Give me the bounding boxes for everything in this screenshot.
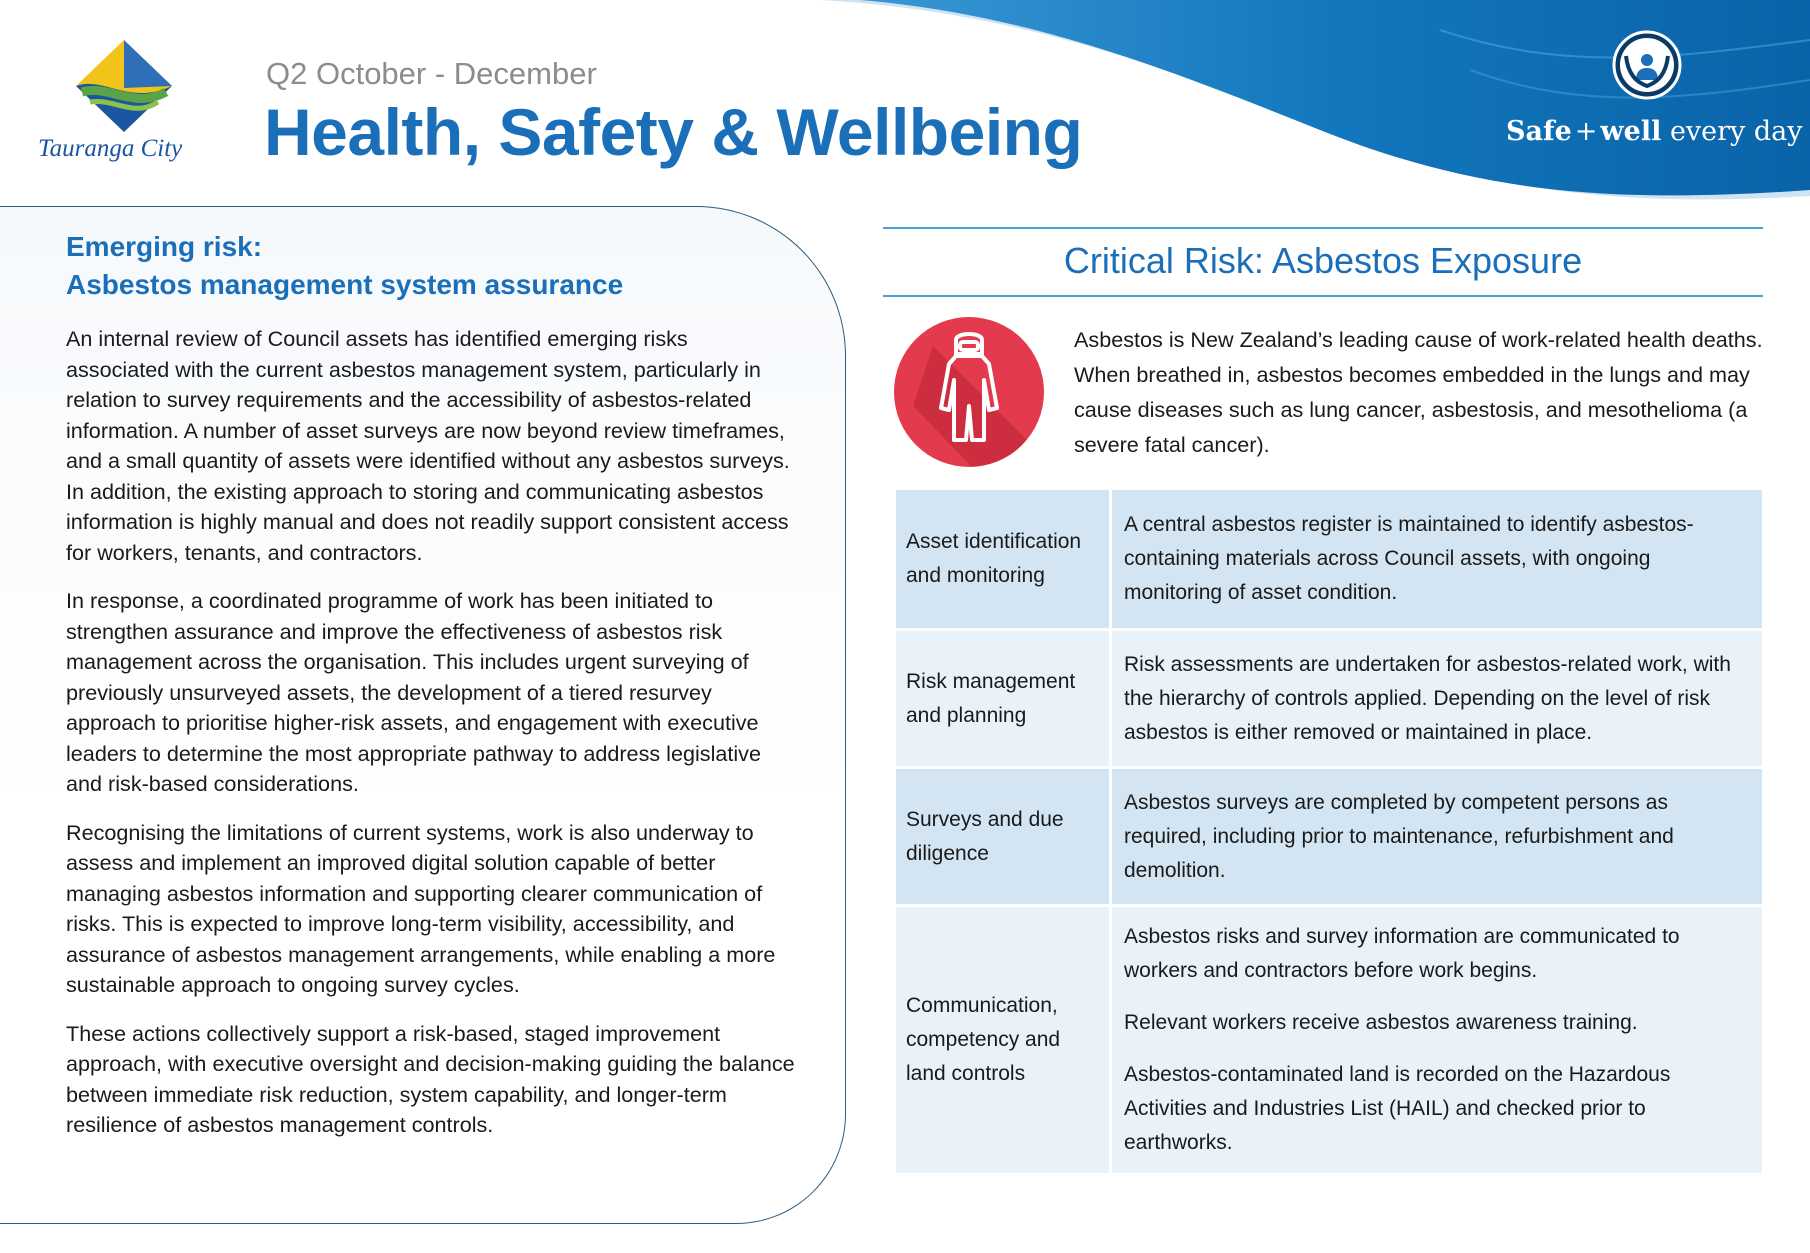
control-description — [1112, 490, 1762, 628]
tagline-plus: + — [1574, 116, 1598, 147]
control-description-text: Risk assessments are undertaken for asbestos-related work, with the hierarchy of controls applied. Depending on the level of risk asbestos is either removed or maintained in place. — [1124, 652, 1731, 744]
critical-risk-title: Critical Risk: Asbestos Exposure — [1063, 240, 1583, 281]
control-category-label: Surveys and due diligence — [896, 769, 1109, 904]
control-description-text: Relevant workers receive asbestos awareness training. — [1124, 1011, 1638, 1034]
control-description-text: Asbestos-contaminated land is recorded on the Hazardous Activities and Industries List (HAIL) and checked prior to earthworks. — [1124, 1063, 1671, 1154]
body-paragraph: Recognising the limitations of current systems, work is also underway to assess and implement an improved digital solution capable of better managing asbestos information and supporting clearer communication of risks. This is expected to improve long-term visibility, accessibility, and assurance of asbestos management arrangements, while enabling a more sustainable approach to ongoing survey cycles. — [66, 819, 776, 997]
table-row — [896, 907, 1762, 1173]
page-title: Health, Safety & Wellbeing — [264, 95, 1083, 169]
controls-table — [896, 490, 1762, 1176]
control-description — [1112, 631, 1762, 766]
emerging-risk-heading — [66, 228, 623, 304]
heading-line-2: Asbestos management system assurance — [66, 269, 624, 300]
body-paragraph: An internal review of Council assets has identified emerging risks associated with the current asbestos management system, particularly in relation to survey requirements and the accessibility of asbestos-related information. A number of asset surveys are now beyond review timeframes, and a small quantity of assets were identified without any asbestos surveys. In addition, the existing approach to storing and communicating asbestos information is highly manual and does not readily support consistent access for workers, tenants, and contractors. — [66, 326, 790, 565]
table-row — [896, 631, 1762, 766]
control-description — [1112, 769, 1762, 904]
table-row — [896, 769, 1762, 904]
tagline-rest: every day — [1661, 116, 1803, 147]
asbestos-intro-text: Asbestos is New Zealand’s leading cause of work-related health deaths. When breathed in, asbestos becomes embedded in the lungs and may cause diseases such as lung cancer, asbestosis, and mesothelioma (a severe fatal cancer). — [1074, 327, 1763, 457]
title-rule-top — [883, 227, 1763, 229]
safe-well-badge-icon — [1612, 30, 1682, 100]
control-description-text: Asbestos risks and survey information are communicated to workers and contractors before work begins. — [1124, 925, 1680, 982]
tagline — [1506, 116, 1803, 147]
logo-wordmark: Tauranga City — [38, 135, 183, 162]
emerging-risk-body — [66, 324, 796, 1159]
heading-line-1: Emerging risk: — [66, 231, 263, 262]
title-rule-bottom — [883, 295, 1763, 297]
hazmat-suit-icon — [893, 316, 1045, 468]
tagline-well: well — [1600, 116, 1662, 147]
control-category-label: Risk management and planning — [896, 631, 1109, 766]
page-subtitle: Q2 October - December — [266, 56, 597, 91]
control-category-label: Communication, competency and land controls — [896, 907, 1109, 1173]
body-paragraph: In response, a coordinated programme of work has been initiated to strengthen assurance and improve the effectiveness of asbestos risk management across the organisation. This includes urgent surveying of previously unsurveyed assets, the development of a tiered resurvey approach to prioritise higher-risk assets, and engagement with executive leaders to determine the most appropriate pathway to address legislative and risk-based considerations. — [66, 588, 761, 796]
body-paragraph: These actions collectively support a risk-based, staged improvement approach, with executive oversight and decision-making guiding the balance between immediate risk reduction, system capability, and longer-term resilience of asbestos management controls. — [66, 1020, 795, 1137]
control-description-text: A central asbestos register is maintained to identify asbestos-containing materials across Council assets, with ongoing monitoring of asset condition. — [1124, 513, 1694, 604]
tagline-safe: Safe — [1506, 116, 1572, 147]
control-description-text: Asbestos surveys are completed by competent persons as required, including prior to maintenance, refurbishment and demolition. — [1124, 790, 1674, 882]
table-row — [896, 490, 1762, 628]
control-description — [1112, 907, 1762, 1173]
control-category-label: Asset identification and monitoring — [896, 490, 1109, 628]
